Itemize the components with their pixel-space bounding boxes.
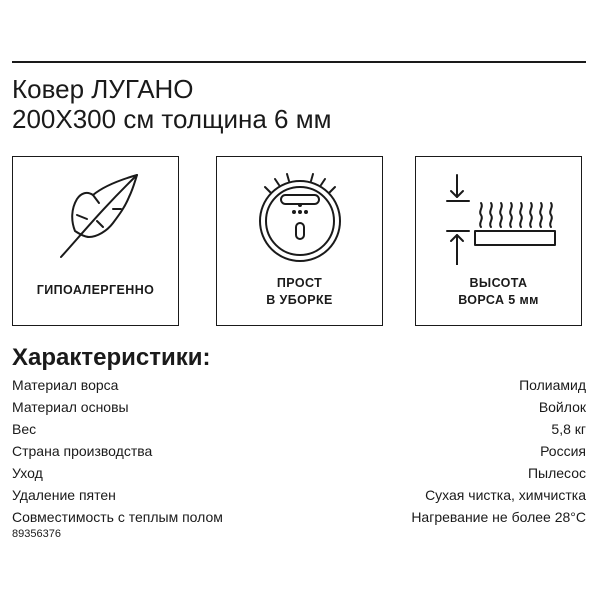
spec-value: Пылесос (527, 465, 586, 481)
specs-table (12, 374, 586, 528)
product-title-line2: 200X300 см толщина 6 мм (12, 104, 332, 134)
spec-value: Войлок (538, 399, 586, 415)
article-number: 89356376 (12, 528, 61, 540)
feature-label-pile-height (416, 275, 581, 309)
feature-label-easy-cleaning (217, 275, 382, 309)
product-title (12, 74, 332, 134)
feature-card-easy-cleaning (216, 156, 383, 326)
spec-row (12, 396, 586, 418)
spec-row (12, 374, 586, 396)
spec-name: Удаление пятен (12, 487, 116, 503)
spec-name: Уход (12, 465, 43, 481)
spec-name: Материал основы (12, 399, 129, 415)
spec-name: Страна производства (12, 443, 153, 459)
spec-row (12, 440, 586, 462)
spec-value: Нагревание не более 28°С (411, 509, 586, 525)
spec-row (12, 418, 586, 440)
pile-height-icon (416, 165, 581, 265)
feature-card-hypoallergenic (12, 156, 179, 326)
characteristics-heading: Характеристики: (12, 344, 211, 371)
product-title-line1: Ковер ЛУГАНО (12, 74, 194, 104)
spec-value: Полиамид (519, 377, 586, 393)
spec-name: Совместимость с теплым полом (12, 509, 223, 525)
spec-row (12, 462, 586, 484)
feather-icon (13, 165, 178, 265)
spec-name: Материал ворса (12, 377, 119, 393)
robot-vacuum-icon (217, 165, 382, 265)
spec-name: Вес (12, 421, 37, 437)
spec-value: Сухая чистка, химчистка (425, 487, 586, 503)
spec-row (12, 484, 586, 506)
feature-label-line: В УБОРКЕ (266, 293, 333, 307)
spec-value: 5,8 кг (551, 421, 586, 437)
feature-card-pile-height (415, 156, 582, 326)
feature-label-line: ВОРСА 5 мм (458, 293, 539, 307)
feature-label-line: ВЫСОТА (469, 276, 528, 290)
spec-row (12, 506, 586, 528)
top-divider (12, 61, 586, 63)
feature-label-line: ГИПОАЛЕРГЕННО (36, 283, 155, 297)
feature-label-hypoallergenic (13, 282, 178, 299)
feature-label-line: ПРОСТ (276, 276, 323, 290)
spec-value: Россия (540, 443, 586, 459)
